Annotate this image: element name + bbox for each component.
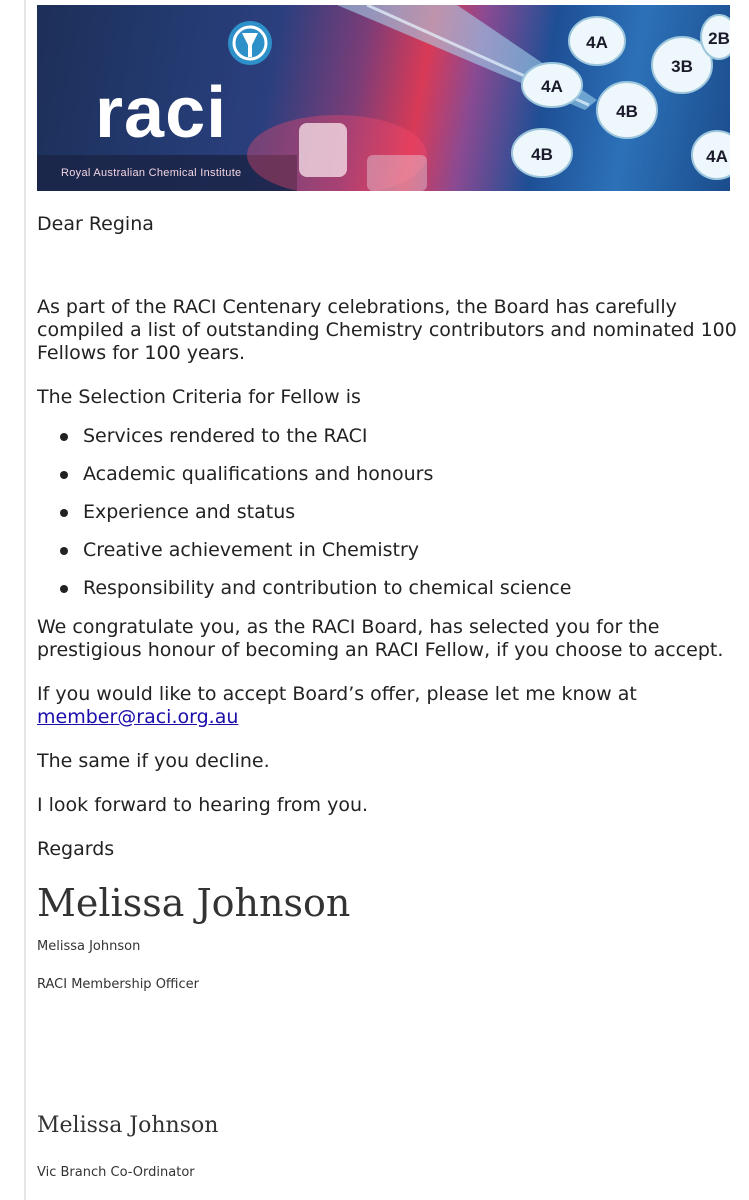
contact-email-link[interactable]: member@raci.org.au: [37, 706, 239, 728]
signature-name: Melissa Johnson: [37, 939, 141, 954]
list-item: [37, 501, 737, 524]
bullet-icon: [60, 433, 68, 441]
list-item: [37, 425, 737, 448]
decline-paragraph: The same if you decline.: [37, 750, 270, 772]
left-border: [24, 0, 26, 1200]
tube-label: 4B: [616, 102, 638, 121]
accept-paragraph: [37, 683, 737, 729]
raci-logo-icon: [228, 21, 272, 65]
tube-label: 2B: [708, 29, 730, 48]
tube-label: 4B: [531, 145, 553, 164]
tube-label: 4A: [586, 33, 608, 52]
raci-subtitle: Royal Australian Chemical Institute: [61, 167, 242, 179]
tube-label: 4A: [541, 77, 563, 96]
accept-text: If you would like to accept Board’s offer, please let me know at: [37, 683, 637, 705]
bullet-icon: [60, 585, 68, 593]
tube-label: 4A: [706, 147, 728, 166]
list-item: [37, 463, 737, 486]
signature2-name: Melissa Johnson: [37, 1113, 219, 1138]
tube-label: 3B: [671, 57, 693, 76]
criteria-item-label: Services rendered to the RACI: [83, 425, 368, 447]
criteria-item-label: Academic qualifications and honours: [83, 463, 434, 485]
criteria-intro: The Selection Criteria for Fellow is: [37, 386, 361, 408]
list-item: [37, 577, 737, 600]
intro-paragraph: As part of the RACI Centenary celebrations, the Board has carefully compiled a list of outstanding Chemistry contributors and nominated 100 Fellows for 100 years.: [37, 296, 737, 364]
criteria-item-label: Experience and status: [83, 501, 296, 523]
list-item: [37, 539, 737, 562]
signature-title: RACI Membership Officer: [37, 977, 199, 992]
greeting: Dear Regina: [37, 213, 154, 235]
criteria-item-label: Responsibility and contribution to chemical science: [83, 577, 572, 599]
signature-large: Melissa Johnson: [37, 881, 351, 925]
raci-banner: [37, 5, 730, 191]
regards: Regards: [37, 838, 115, 860]
forward-paragraph: I look forward to hearing from you.: [37, 794, 369, 816]
bullet-icon: [60, 547, 68, 555]
criteria-item-label: Creative achievement in Chemistry: [83, 539, 420, 561]
signature2-title: Vic Branch Co-Ordinator: [37, 1165, 195, 1180]
bullet-icon: [60, 471, 68, 479]
criteria-list: [37, 425, 737, 600]
congrats-paragraph: We congratulate you, as the RACI Board, has selected you for the prestigious honour of becoming an RACI Fellow, if you choose to accept.: [37, 616, 724, 661]
email-body: [37, 213, 737, 993]
raci-logo-text: raci: [95, 73, 228, 153]
bullet-icon: [60, 509, 68, 517]
